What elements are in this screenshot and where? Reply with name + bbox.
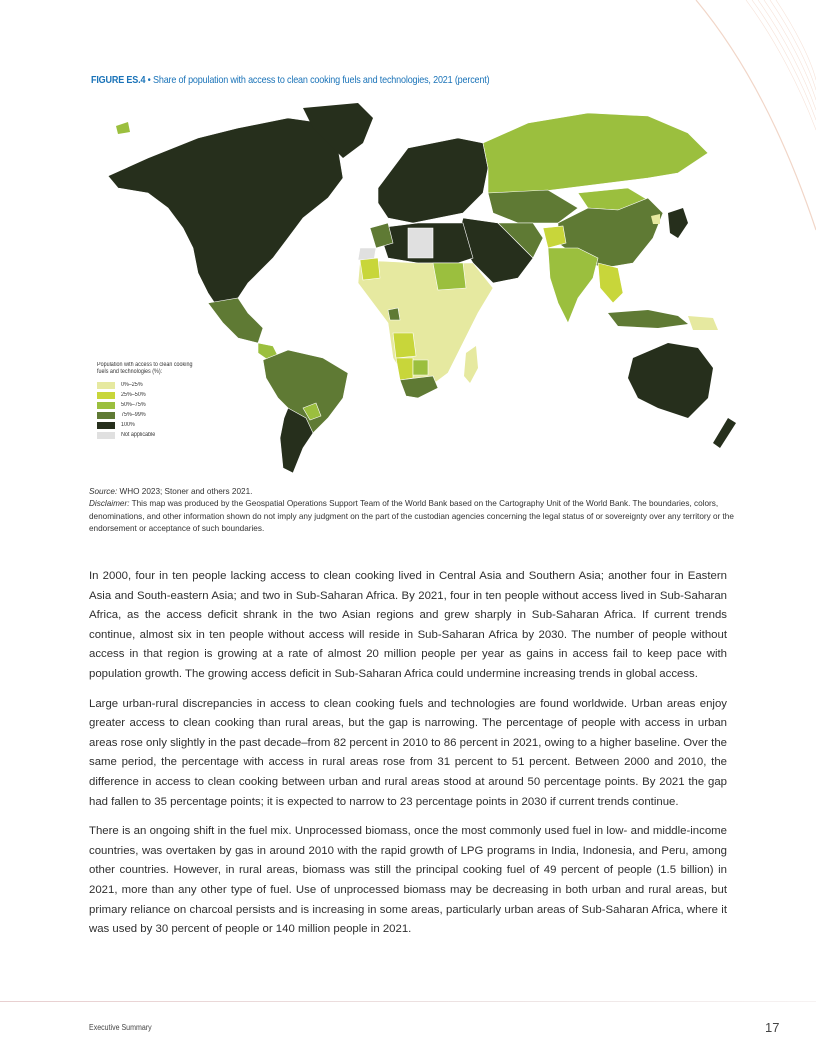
legend-label: 75%–99% bbox=[121, 412, 146, 418]
legend-swatch bbox=[97, 382, 115, 389]
region-madagascar bbox=[464, 346, 478, 383]
legend-item bbox=[97, 430, 207, 440]
legend-label: Not applicable bbox=[121, 432, 156, 438]
region-mexico bbox=[208, 298, 263, 343]
legend-label: 0%–25% bbox=[121, 382, 143, 388]
source-label: Source: bbox=[89, 487, 118, 496]
region-libya bbox=[408, 228, 433, 258]
map-legend bbox=[97, 362, 207, 440]
region-angola bbox=[393, 333, 416, 358]
region-botswana bbox=[413, 360, 428, 375]
region-papua-new-guinea bbox=[688, 316, 718, 330]
page-number: 17 bbox=[765, 1020, 780, 1035]
paragraph: In 2000, four in ten people lacking access to clean cooking lived in Central Asia and Southern Asia; another four in Eastern Asia and South-eastern Asia; and two in Sub-Saharan Africa. By 2021, four in ten people without access lived in Sub-Saharan Africa, as the access deficit shrank in the two Asian regions and grew sharply in Sub-Saharan Africa. If current trends continue, almost six in ten people without access will reside in Sub-Saharan Africa by 2030. The number of people without access in that region is growing at a rate of almost 20 million people per year as gains in access fail to keep pace with population growth. The growing access deficit in Sub-Saharan Africa could undermine increasing trends in global access. bbox=[89, 570, 727, 680]
figure-caption: Share of population with access to clean cooking fuels and technologies, 2021 (percent) bbox=[152, 74, 490, 86]
legend-item bbox=[97, 420, 207, 430]
source-text: WHO 2023; Stoner and others 2021. bbox=[117, 487, 253, 496]
body-text bbox=[89, 567, 727, 950]
disclaimer-label: Disclaimer: bbox=[89, 499, 130, 509]
legend-label: 50%–75% bbox=[121, 402, 146, 408]
figure-label: FIGURE ES.4 bbox=[91, 74, 146, 86]
region-india bbox=[548, 248, 598, 323]
region-mauritania bbox=[360, 258, 380, 280]
legend-swatch bbox=[97, 392, 115, 399]
region-southeast-asia bbox=[598, 263, 623, 303]
figure-separator: • bbox=[145, 74, 153, 86]
region-north-america bbox=[108, 118, 343, 308]
legend-swatch bbox=[97, 432, 115, 439]
region-alaska-islet bbox=[116, 122, 130, 134]
figure-source-notes bbox=[89, 486, 739, 536]
figure-title bbox=[91, 74, 489, 86]
paragraph: There is an ongoing shift in the fuel mix. Unprocessed biomass, once the most commonly used fuel in low- and middle-income countries, was overtaken by gas in around 2010 with the rapid growth of LPG programs in India, Indonesia, and Peru, among other countries. However, in rural areas, biomass was still the principal cooking fuel of 49 percent of people (1.5 billion) in 2021, more than any other type of fuel. Use of unprocessed biomass may be decreasing in both urban and rural areas, but primary reliance on charcoal persists and is increasing in some areas, particularly urban areas of Sub-Saharan Africa, where it was used by 30 percent of people or 140 million people in 2021. bbox=[89, 825, 727, 936]
region-south-africa bbox=[400, 376, 438, 398]
region-indonesia bbox=[608, 310, 688, 328]
region-western-sahara bbox=[358, 248, 376, 260]
disclaimer-text: This map was produced by the Geospatial Operations Support Team of the World Bank based on the Cartography Unit of the World Bank. The boundaries, colors, denominations, and other information shown do not imply any judgment on the part of the custodian agencies concerning the legal status of or sovereignty over any territory or the endorsement or acceptance of such boundaries. bbox=[89, 499, 734, 534]
region-europe bbox=[378, 138, 488, 223]
region-australia bbox=[628, 343, 713, 418]
region-new-zealand bbox=[713, 418, 736, 448]
footer-divider bbox=[0, 1001, 816, 1002]
legend-item bbox=[97, 400, 207, 410]
source-line bbox=[89, 486, 739, 498]
legend-title: Population with access to clean cooking fuels and technologies (%): bbox=[97, 362, 193, 375]
legend-item bbox=[97, 390, 207, 400]
legend-label: 25%–50% bbox=[121, 392, 146, 398]
paragraph: Large urban-rural discrepancies in access to clean cooking fuels and technologies are found worldwide. Urban areas enjoy greater access to clean cooking than rural areas, but the gap is narrowing. The percentage of people with access in urban areas rose only slightly in the past decade–from 82 percent in 2010 to 86 percent in 2021, owing to a higher baseline. Over the same period, the percentage with access in rural areas rose from 31 percent to 51 percent. Between 2000 and 2010, the difference in access to clean cooking between urban and rural areas stood at around 50 percentage points. By 2021 the gap had fallen to 35 percentage points; it is expected to narrow to 23 percentage points in 2030 if current trends continue. bbox=[89, 697, 727, 808]
region-sudan bbox=[433, 263, 466, 290]
footer-section-title: Executive Summary bbox=[89, 1023, 152, 1032]
region-namibia bbox=[396, 358, 413, 380]
legend-swatch bbox=[97, 402, 115, 409]
region-japan bbox=[668, 208, 688, 238]
legend-swatch bbox=[97, 422, 115, 429]
legend-item bbox=[97, 380, 207, 390]
disclaimer-line bbox=[89, 498, 739, 535]
region-russia bbox=[483, 113, 708, 193]
region-gabon bbox=[388, 308, 400, 320]
legend-swatch bbox=[97, 412, 115, 419]
legend-label: 100% bbox=[121, 422, 135, 428]
legend-item bbox=[97, 410, 207, 420]
region-central-asia bbox=[488, 190, 578, 223]
